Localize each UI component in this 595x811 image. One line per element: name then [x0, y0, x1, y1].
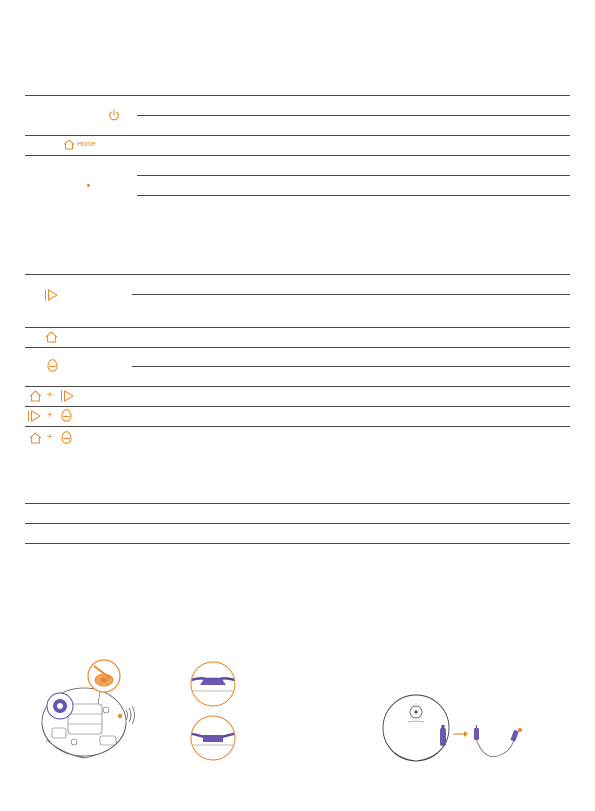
table-divider — [137, 115, 570, 116]
play-icon — [60, 390, 74, 402]
table-divider — [25, 503, 570, 504]
power-icon — [108, 109, 120, 121]
dot-indicator — [87, 184, 90, 187]
home-label: Home — [77, 141, 96, 148]
table-divider — [137, 175, 570, 176]
table-divider — [25, 274, 570, 275]
robot-underside-illustration — [38, 658, 138, 766]
table-divider — [25, 327, 570, 328]
home-icon — [45, 331, 58, 343]
brush-detail-illustration — [186, 657, 242, 765]
table-divider — [25, 95, 570, 96]
plus-sign: + — [47, 432, 53, 443]
robot-top-with-cable-illustration — [380, 692, 528, 766]
table-divider — [25, 426, 570, 427]
table-divider — [25, 406, 570, 407]
table-divider — [25, 386, 570, 387]
spot-clean-icon — [47, 359, 58, 372]
table-divider — [132, 294, 570, 295]
spot-clean-icon — [61, 431, 72, 444]
table-divider — [25, 135, 570, 136]
table-divider — [132, 366, 570, 367]
home-icon — [29, 390, 42, 402]
table-divider — [137, 195, 570, 196]
play-icon — [27, 410, 41, 422]
plus-sign: + — [47, 410, 53, 421]
plus-sign: + — [47, 390, 53, 401]
table-divider — [25, 155, 570, 156]
play-icon — [44, 289, 58, 301]
table-divider — [25, 523, 570, 524]
home-icon — [29, 432, 42, 444]
home-icon — [63, 139, 75, 150]
table-divider — [25, 543, 570, 544]
spot-clean-icon — [61, 409, 72, 422]
table-divider — [25, 347, 570, 348]
